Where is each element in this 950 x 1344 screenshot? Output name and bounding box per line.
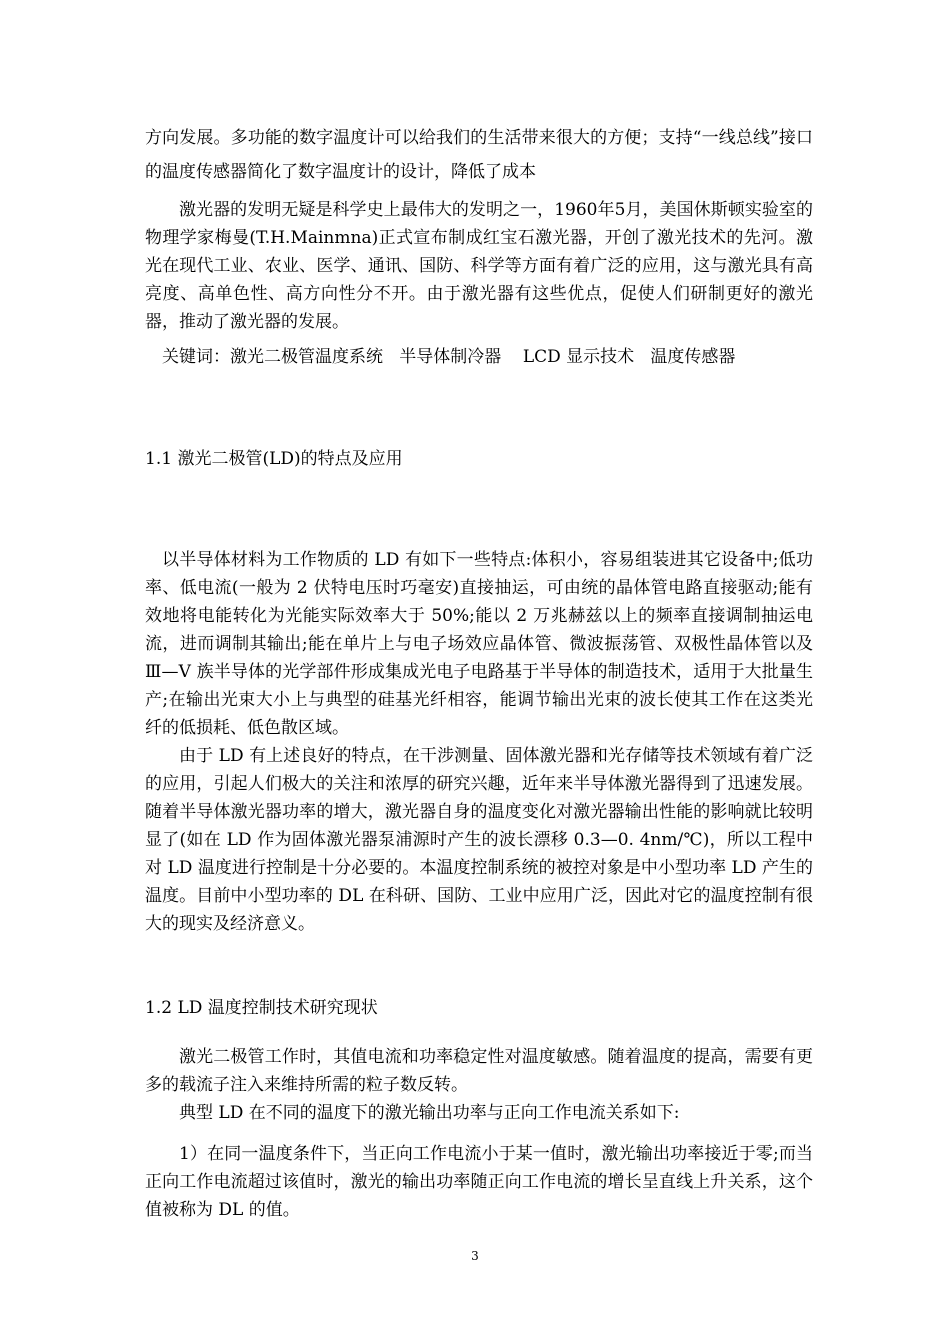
section-1-2-heading: 1.2 LD 温度控制技术研究现状 xyxy=(145,998,378,1018)
page-number: 3 xyxy=(471,1249,479,1263)
section-1-2-paragraph-3: 1）在同一温度条件下，当正向工作电流小于某一值时，激光输出功率接近于零;而当正向工作电流超过该值时，激光的输出功率随正向工作电流的增长呈直线上升关系，这个值被称为 DL 的值。 xyxy=(145,1144,813,1220)
keywords-line: 关键词：激光二极管温度系统 半导体制冷器 LCD 显示技术 温度传感器 xyxy=(162,347,736,367)
laser-history-paragraph: 激光器的发明无疑是科学史上最伟大的发明之一，1960年5月，美国休斯顿实验室的物理学家梅曼(T.H.Mainmna)正式宣布制成红宝石激光器，开创了激光技术的先河。激光在现代工业、农业、医学、通讯、国防、科学等方面有着广泛的应用，这与激光具有高亮度、高单色性、高方向性分不开。由于激光器有这些优点，促使人们研制更好的激光器，推动了激光器的发展。 xyxy=(145,200,813,332)
section-1-2-paragraph-1: 激光二极管工作时，其值电流和功率稳定性对温度敏感。随着温度的提高，需要有更多的载流子注入来维持所需的粒子数反转。 xyxy=(145,1047,813,1095)
section-1-2-paragraph-2: 典型 LD 在不同的温度下的激光输出功率与正向工作电流关系如下: xyxy=(179,1103,680,1123)
section-1-1-paragraph-2: 由于 LD 有上述良好的特点，在干涉测量、固体激光器和光存储等技术领域有着广泛的应用，引起人们极大的关注和浓厚的研究兴趣，近年来半导体激光器得到了迅速发展。随着半导体激光器功率的增大，激光器自身的温度变化对激光器输出性能的影响就比较明显了(如在 LD 作为固体激光器泵浦源时产生的波长漂移 0.3—0. 4nm/℃)，所以工程中对 LD 温度进行控制是十分必要的。本温度控制系统的被控对象是中小型功率 LD 产生的温度。目前中小型功率的 DL 在科研、国防、工业中应用广泛，因此对它的温度控制有很大的现实及经济意义。 xyxy=(145,746,813,934)
section-1-1-heading: 1.1 激光二极管(LD)的特点及应用 xyxy=(145,449,403,469)
intro-continuation-paragraph: 方向发展。多功能的数字温度计可以给我们的生活带来很大的方便；支持“一线总线”接口的温度传感器简化了数字温度计的设计，降低了成本 xyxy=(145,128,813,182)
section-1-1-paragraph-1: 以半导体材料为工作物质的 LD 有如下一些特点:体积小，容易组装进其它设备中;低功率、低电流(一般为 2 伏特电压时巧毫安)直接抽运，可由统的晶体管电路直接驱动;能有效地将电能转化为光能实际效率大于 50%;能以 2 万兆赫兹以上的频率直接调制抽运电流，进而调制其输出;能在单片上与电子场效应晶体管、微波振荡管、双极性晶体管以及Ⅲ—Ⅴ 族半导体的光学部件形成集成光电子电路基于半导体的制造技术，适用于大批量生产;在输出光束大小上与典型的硅基光纤相容，能调节输出光束的波长使其工作在这类光纤的低损耗、低色散区域。 xyxy=(145,550,813,738)
